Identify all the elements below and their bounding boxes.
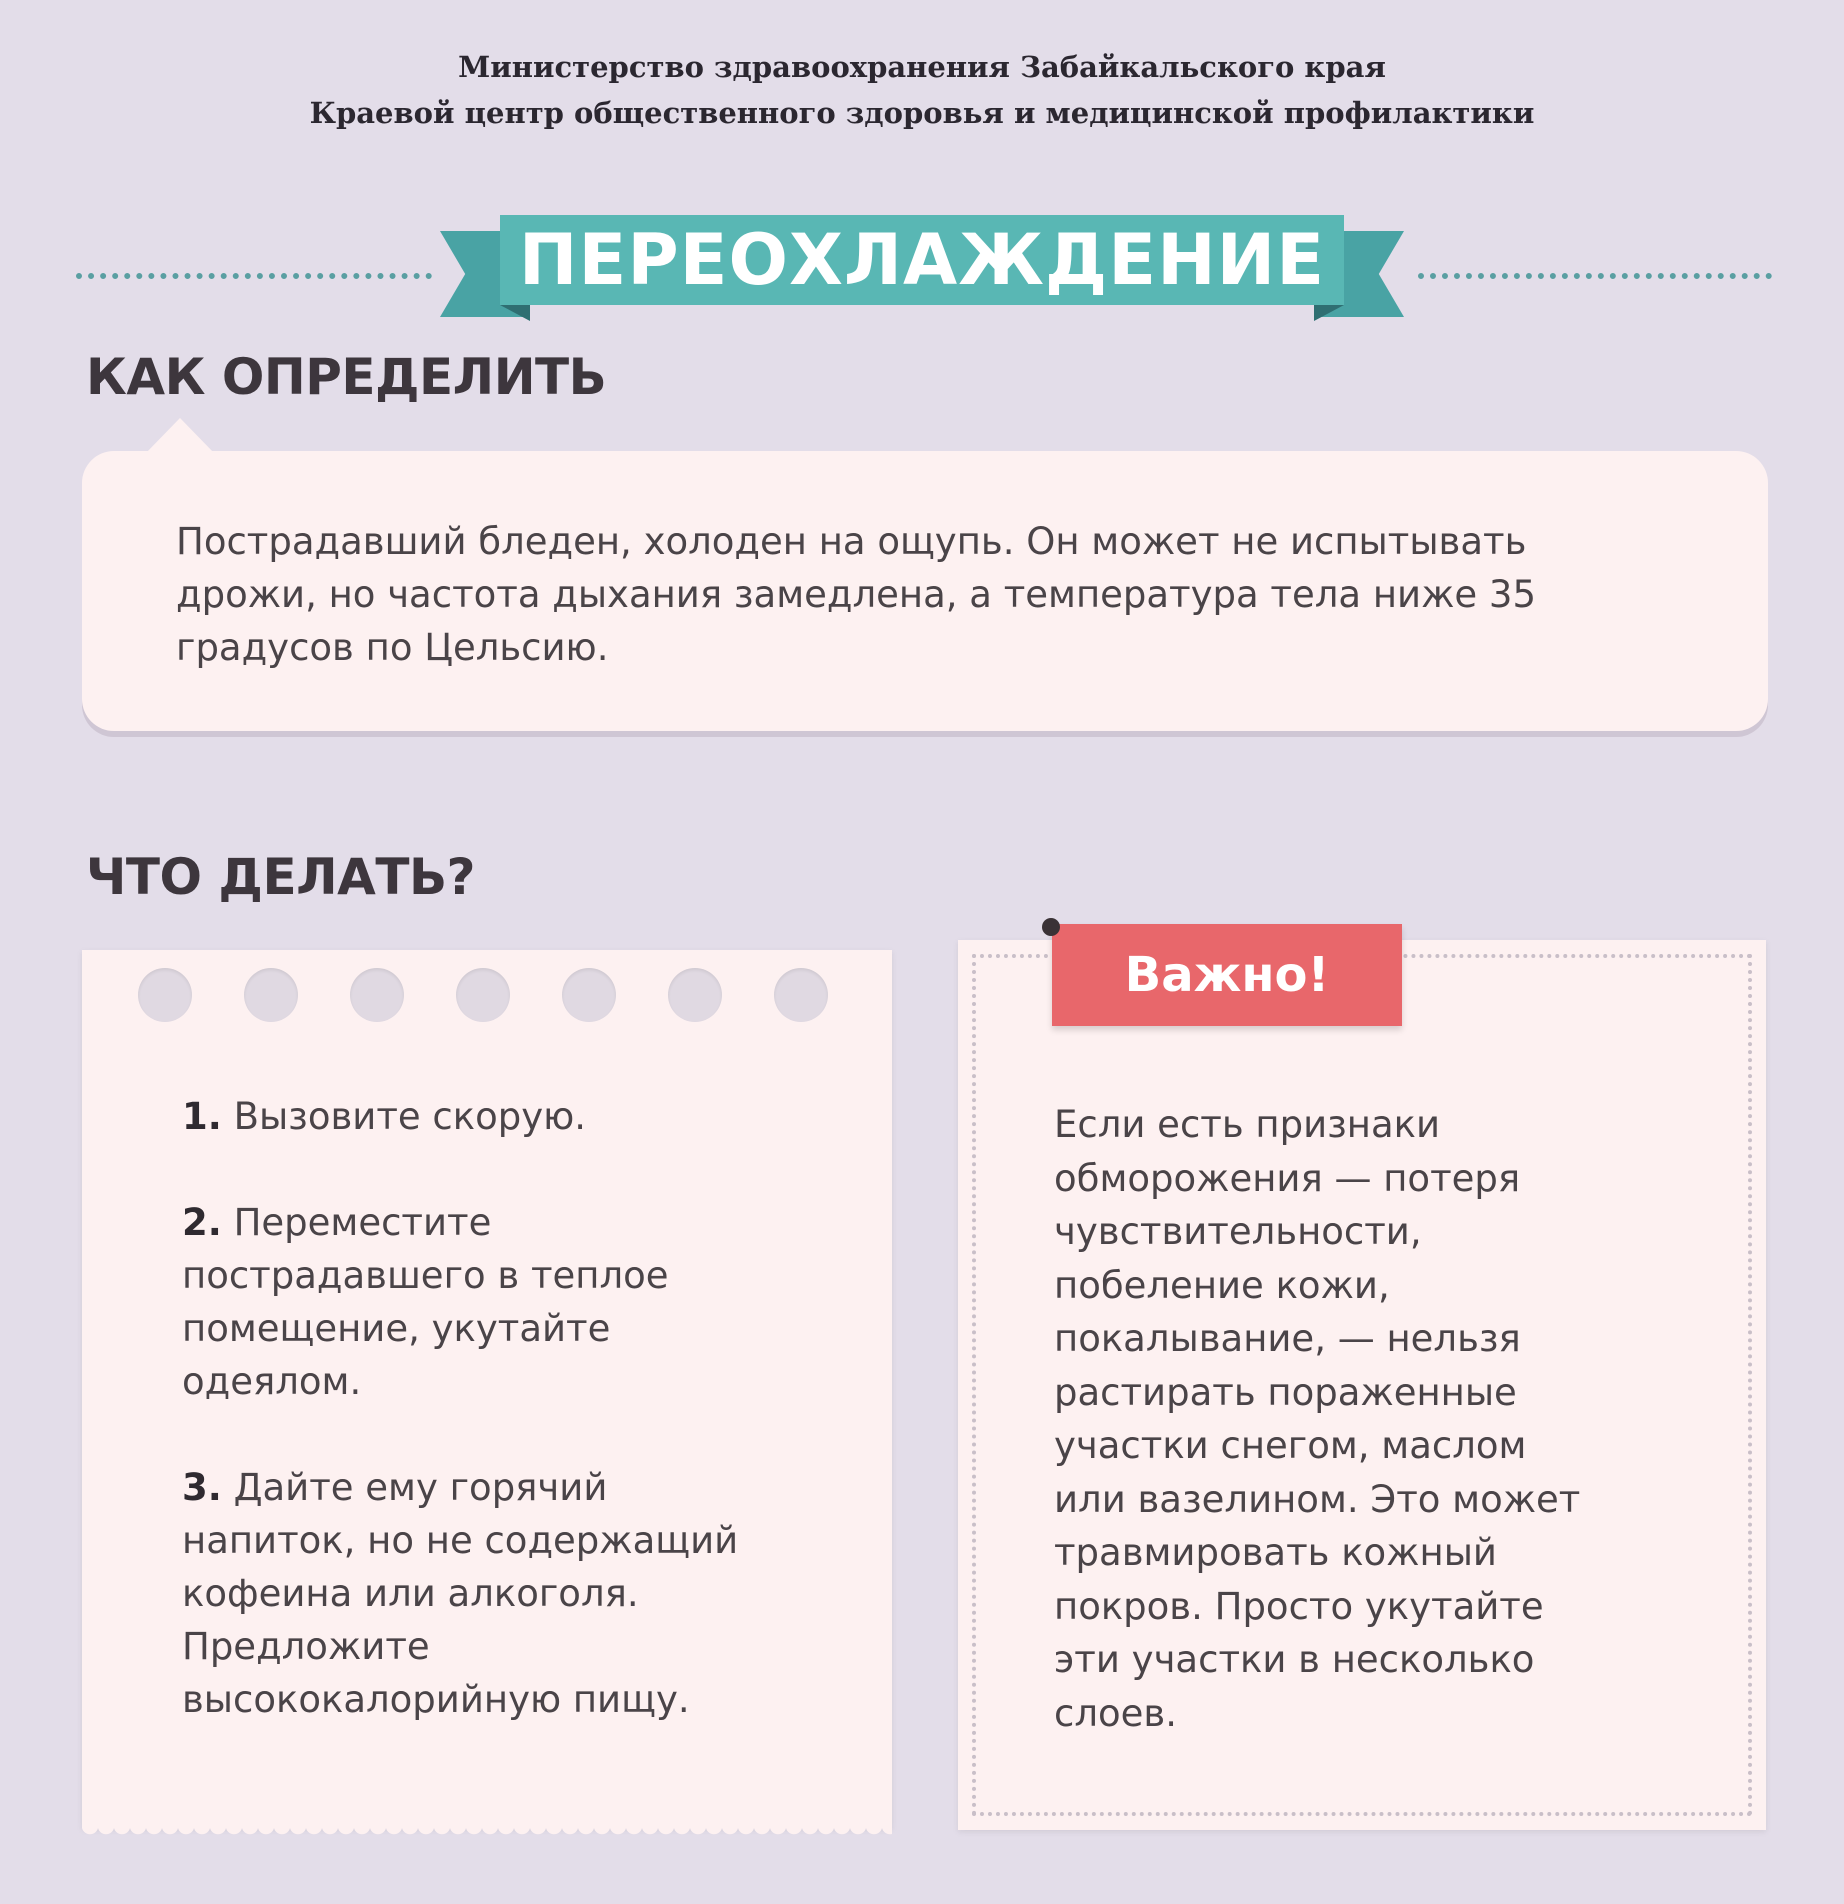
- step-number: 2.: [182, 1201, 222, 1244]
- pin-icon: [1042, 918, 1060, 936]
- identify-line: дрожи, но частота дыхания замедлена, а температура тела ниже 35: [176, 573, 1537, 616]
- page-header: [0, 44, 1844, 136]
- important-line: покалывание, — нельзя: [1054, 1317, 1521, 1360]
- important-note: [958, 940, 1766, 1830]
- notepad-hole: [774, 968, 828, 1022]
- important-line: слоев.: [1054, 1691, 1177, 1735]
- notepad-hole: [244, 968, 298, 1022]
- notepad-hole: [562, 968, 616, 1022]
- notepad-torn-edge: [82, 1826, 892, 1842]
- step-line: пострадавшего в теплое: [182, 1254, 669, 1297]
- step-line: Вызовите скорую.: [233, 1095, 587, 1138]
- important-line: эти участки в несколько: [1054, 1638, 1535, 1681]
- step-number: 3.: [182, 1466, 222, 1509]
- step-line: Предложите: [182, 1625, 430, 1668]
- important-text: [1054, 1098, 1694, 1740]
- identify-line: градусов по Цельсию.: [176, 626, 609, 669]
- section-heading-identify: КАК ОПРЕДЕЛИТЬ: [86, 348, 607, 406]
- important-line: обморожения — потеря: [1054, 1156, 1521, 1200]
- important-line: участки снегом, маслом: [1054, 1424, 1527, 1467]
- step-line: высококалорийную пищу.: [182, 1678, 690, 1721]
- identify-line: Пострадавший бледен, холоден на ощупь. Он может не испытывать: [176, 520, 1527, 563]
- bubble-tail: [145, 418, 215, 454]
- step-number: 1.: [182, 1095, 222, 1138]
- important-line: или вазелином. Это может: [1054, 1477, 1581, 1521]
- step-item: [182, 1196, 872, 1408]
- step-line: одеялом.: [182, 1360, 362, 1403]
- section-heading-what-to-do: ЧТО ДЕЛАТЬ?: [86, 848, 476, 906]
- important-line: побеление кожи,: [1054, 1263, 1390, 1307]
- step-line: Дайте ему горячий: [233, 1466, 608, 1509]
- identify-bubble: [82, 451, 1768, 731]
- header-ministry: Министерство здравоохранения Забайкальского края: [458, 50, 1386, 84]
- important-line: растирать пораженные: [1054, 1370, 1517, 1414]
- step-item: [182, 1090, 872, 1143]
- steps-list: [182, 1090, 872, 1779]
- notepad-holes: [138, 968, 828, 1022]
- important-label: Важно!: [1052, 924, 1402, 1026]
- step-line: помещение, укутайте: [182, 1307, 611, 1350]
- banner-title: ПЕРЕОХЛАЖДЕНИЕ: [500, 215, 1344, 305]
- notepad-hole: [456, 968, 510, 1022]
- important-line: покров. Просто укутайте: [1054, 1584, 1544, 1628]
- step-line: кофеина или алкоголя.: [182, 1572, 639, 1615]
- steps-notepad: [82, 950, 892, 1828]
- notepad-hole: [350, 968, 404, 1022]
- important-line: чувствительности,: [1054, 1210, 1422, 1253]
- header-center: Краевой центр общественного здоровья и медицинской профилактики: [309, 96, 1535, 130]
- dotted-line-left: [76, 273, 432, 279]
- step-item: [182, 1461, 872, 1726]
- dotted-line-right: [1418, 273, 1772, 279]
- notepad-hole: [138, 968, 192, 1022]
- notepad-hole: [668, 968, 722, 1022]
- step-line: Переместите: [233, 1201, 492, 1244]
- important-line: травмировать кожный: [1054, 1531, 1497, 1574]
- step-line: напиток, но не содержащий: [182, 1519, 739, 1562]
- important-line: Если есть признаки: [1054, 1103, 1441, 1146]
